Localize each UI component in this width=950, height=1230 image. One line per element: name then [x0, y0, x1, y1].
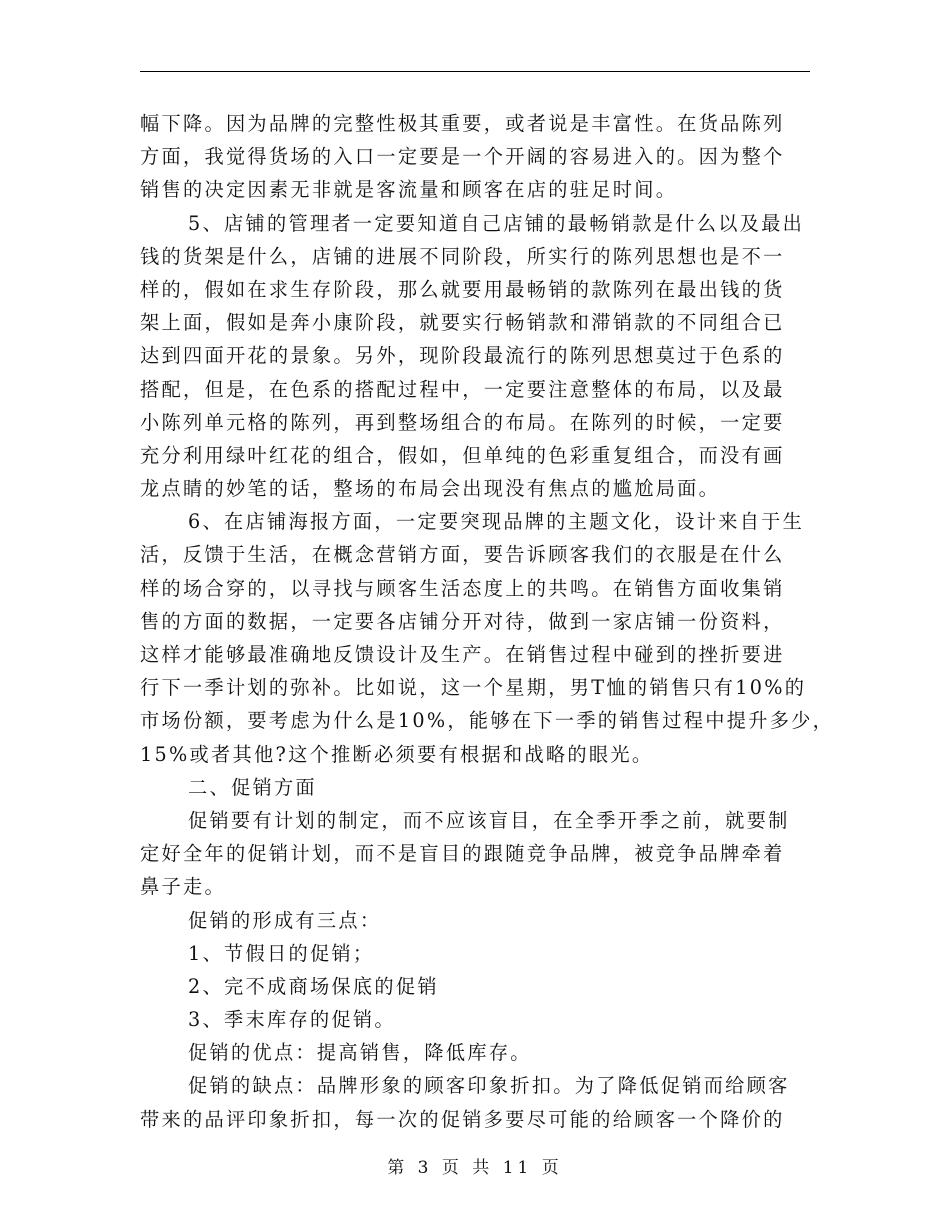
- text-line: 3、季末库存的促销。: [188, 1008, 396, 1032]
- text-line: 促销要有计划的制定，而不应该盲目，在全季开季之前，就要制: [188, 808, 790, 832]
- text-line: 充分利用绿叶红花的组合，假如，但单纯的色彩重复组合，而没有画: [140, 443, 785, 467]
- text-line: 带来的品评印象折扣，每一次的促销多要尽可能的给顾客一个降价的: [140, 1107, 785, 1131]
- text-line: 15%或者其他?这个推断必须要有根据和战略的眼光。: [140, 742, 654, 766]
- text-line: 鼻子走。: [140, 875, 226, 899]
- header-rule: [140, 71, 810, 72]
- text-line: 定好全年的促销计划，而不是盲目的跟随竞争品牌，被竞争品牌牵着: [140, 842, 785, 866]
- text-line: 架上面，假如是奔小康阶段，就要实行畅销款和滞销款的不同组合已: [140, 311, 785, 335]
- text-line: 钱的货架是什么，店铺的进展不同阶段，所实行的陈列思想也是不一: [140, 244, 785, 268]
- text-line: 活，反馈于生活，在概念营销方面，要告诉顾客我们的衣服是在什么: [140, 543, 785, 567]
- page-footer: 第 3 页 共 11 页: [387, 1158, 563, 1178]
- text-line: 6、在店铺海报方面，一定要突现品牌的主题文化，设计来自于生: [188, 510, 805, 534]
- text-line: 二、促销方面: [188, 775, 317, 799]
- text-line: 幅下降。因为品牌的完整性极其重要，或者说是丰富性。在货品陈列: [140, 112, 785, 135]
- text-line: 达到四面开花的景象。另外，现阶段最流行的陈列思想莫过于色系的: [140, 344, 785, 368]
- text-line: 样的，假如在求生存阶段，那么就要用最畅销的款陈列在最出钱的货: [140, 277, 785, 301]
- text-line: 售的方面的数据，一定要各店铺分开对待，做到一家店铺一份资料，: [140, 609, 785, 633]
- text-line: 市场份额，要考虑为什么是10%，能够在下一季的销售过程中提升多少，: [140, 709, 835, 733]
- body-text: [140, 107, 835, 1136]
- text-line: 方面，我觉得货场的入口一定要是一个开阔的容易进入的。因为整个: [140, 145, 785, 169]
- text-line: 销售的决定因素无非就是客流量和顾客在店的驻足时间。: [140, 178, 678, 202]
- text-line: 这样才能够最准确地反馈设计及生产。在销售过程中碰到的挫折要进: [140, 643, 785, 666]
- text-line: 龙点睛的妙笔的话，整场的布局会出现没有焦点的尴尬局面。: [140, 477, 721, 501]
- text-line: 样的场合穿的，以寻找与顾客生活态度上的共鸣。在销售方面收集销: [140, 576, 785, 600]
- text-line: 搭配，但是，在色系的搭配过程中，一定要注意整体的布局，以及最: [140, 377, 785, 401]
- text-line: 促销的缺点：品牌形象的顾客印象折扣。为了降低促销而给顾客: [188, 1074, 790, 1098]
- text-line: 1、节假日的促销；: [188, 941, 375, 965]
- text-line: 促销的优点：提高销售，降低库存。: [188, 1041, 532, 1065]
- text-line: 行下一季计划的弥补。比如说，这一个星期，男T恤的销售只有10%的: [140, 676, 807, 700]
- text-line: 小陈列单元格的陈列，再到整场组合的布局。在陈列的时候，一定要: [140, 410, 785, 434]
- text-line: 5、店铺的管理者一定要知道自己店铺的最畅销款是什么以及最出: [188, 211, 805, 235]
- text-line: 促销的形成有三点：: [188, 908, 382, 932]
- text-line: 2、完不成商场保底的促销: [188, 974, 439, 998]
